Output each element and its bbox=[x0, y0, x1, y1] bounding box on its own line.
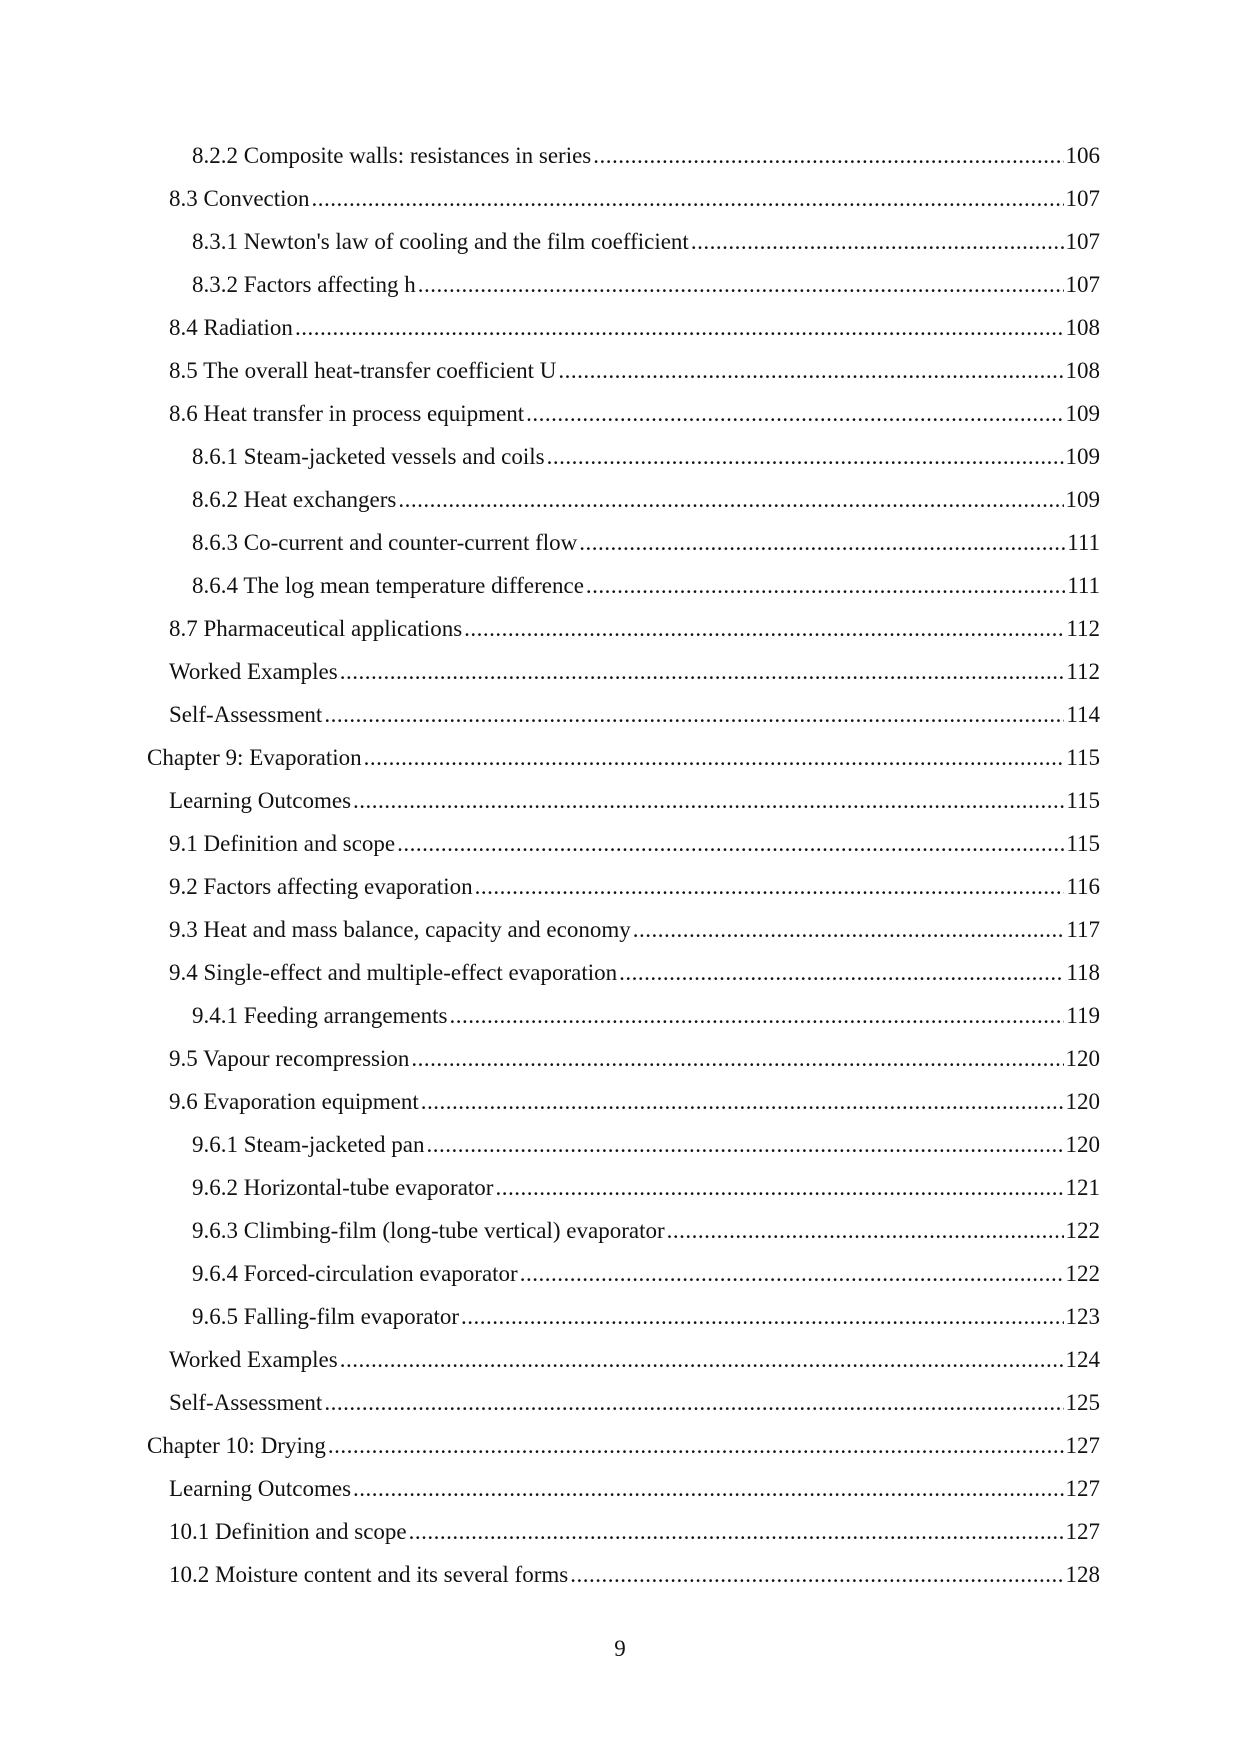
toc-dot-leader bbox=[464, 613, 1064, 645]
toc-entry-title: Worked Examples bbox=[169, 1347, 338, 1372]
toc-entry-title: 9.6.2 Horizontal-tube evaporator bbox=[192, 1175, 494, 1200]
toc-entry bbox=[169, 1559, 1100, 1591]
toc-dot-leader bbox=[328, 1430, 1064, 1462]
toc-dot-leader bbox=[520, 1258, 1064, 1290]
toc-entry-page: 117 bbox=[1066, 917, 1100, 942]
toc-entry-title: 9.6.5 Falling-film evaporator bbox=[192, 1304, 459, 1329]
toc-dot-leader bbox=[340, 656, 1065, 688]
toc-entry-title: 8.6.3 Co-current and counter-current flow bbox=[192, 530, 578, 555]
toc-dot-leader bbox=[312, 183, 1064, 215]
toc-entry-title: Learning Outcomes bbox=[169, 788, 352, 813]
toc-entry bbox=[192, 527, 1100, 559]
toc-entry bbox=[169, 871, 1100, 903]
toc-dot-leader bbox=[691, 226, 1064, 258]
toc-entry-page: 127 bbox=[1065, 1433, 1100, 1458]
toc-entry-page: 120 bbox=[1065, 1046, 1100, 1071]
toc-entry-title: 8.2.2 Composite walls: resistances in series bbox=[192, 143, 592, 168]
toc-entry-title: 9.2 Factors affecting evaporation bbox=[169, 874, 473, 899]
toc-dot-leader bbox=[526, 398, 1063, 430]
toc-entry-page: 119 bbox=[1066, 1003, 1100, 1028]
toc-dot-leader bbox=[418, 269, 1064, 301]
toc-entry-title: 10.1 Definition and scope bbox=[169, 1519, 407, 1544]
toc-entry-page: 112 bbox=[1066, 616, 1100, 641]
toc-dot-leader bbox=[475, 871, 1065, 903]
toc-entry bbox=[192, 140, 1100, 172]
toc-entry-page: 107 bbox=[1065, 272, 1100, 297]
toc-entry bbox=[192, 484, 1100, 516]
toc-entry-title: Self-Assessment bbox=[169, 702, 323, 727]
toc-dot-leader bbox=[353, 1473, 1063, 1505]
toc-entry-title: Learning Outcomes bbox=[169, 1476, 352, 1501]
toc-entry-page: 128 bbox=[1065, 1562, 1100, 1587]
toc-entry bbox=[169, 828, 1100, 860]
toc-entry-page: 107 bbox=[1065, 229, 1100, 254]
toc-entry-page: 121 bbox=[1065, 1175, 1100, 1200]
toc-dot-leader bbox=[364, 742, 1065, 774]
toc-entry-page: 111 bbox=[1067, 530, 1100, 555]
toc-entry-page: 106 bbox=[1065, 143, 1100, 168]
toc-entry-title: Self-Assessment bbox=[169, 1390, 323, 1415]
toc-entry-title: 9.6.3 Climbing-film (long-tube vertical) evaporator bbox=[192, 1218, 665, 1243]
toc-entry-page: 124 bbox=[1065, 1347, 1100, 1372]
toc-dot-leader bbox=[619, 957, 1064, 989]
toc-dot-leader bbox=[411, 1043, 1063, 1075]
toc-entry-page: 115 bbox=[1066, 788, 1100, 813]
toc-entry-title: 8.4 Radiation bbox=[169, 315, 293, 340]
toc-dot-leader bbox=[461, 1301, 1064, 1333]
toc-entry-page: 115 bbox=[1066, 745, 1100, 770]
page-number: 9 bbox=[614, 1636, 626, 1661]
toc-entry bbox=[169, 398, 1100, 430]
toc-dot-leader bbox=[593, 140, 1063, 172]
toc-entry bbox=[192, 1301, 1100, 1333]
toc-dot-leader bbox=[667, 1215, 1064, 1247]
toc-entry bbox=[192, 441, 1100, 473]
toc-entry bbox=[192, 1215, 1100, 1247]
toc-entry bbox=[147, 742, 1100, 774]
toc-entry-title: 8.3.2 Factors affecting h bbox=[192, 272, 416, 297]
toc-entry-title: 8.7 Pharmaceutical applications bbox=[169, 616, 463, 641]
toc-dot-leader bbox=[633, 914, 1065, 946]
toc-dot-leader bbox=[340, 1344, 1064, 1376]
toc-entry-title: 8.3 Convection bbox=[169, 186, 310, 211]
toc-entry bbox=[169, 656, 1100, 688]
toc-entry-title: 8.6.4 The log mean temperature difference bbox=[192, 573, 584, 598]
toc-entry bbox=[192, 226, 1100, 258]
toc-entry-title: 8.6.1 Steam-jacketed vessels and coils bbox=[192, 444, 545, 469]
toc-entry-title: 8.3.1 Newton's law of cooling and the film coefficient bbox=[192, 229, 689, 254]
toc-entry bbox=[169, 312, 1100, 344]
toc-entry-title: 9.3 Heat and mass balance, capacity and economy bbox=[169, 917, 631, 942]
toc-dot-leader bbox=[295, 312, 1064, 344]
toc-entry-page: 108 bbox=[1065, 358, 1100, 383]
toc-entry-page: 122 bbox=[1065, 1218, 1100, 1243]
toc-entry bbox=[192, 1258, 1100, 1290]
toc-entry-title: 9.6.4 Forced-circulation evaporator bbox=[192, 1261, 518, 1286]
toc-entry-page: 115 bbox=[1066, 831, 1100, 856]
toc-dot-leader bbox=[421, 1086, 1064, 1118]
toc-entry bbox=[169, 957, 1100, 989]
toc-entry-page: 107 bbox=[1065, 186, 1100, 211]
toc-dot-leader bbox=[426, 1129, 1063, 1161]
toc-entry bbox=[169, 1344, 1100, 1376]
toc-entry bbox=[169, 355, 1100, 387]
toc-entry-page: 109 bbox=[1065, 487, 1100, 512]
toc-dot-leader bbox=[495, 1172, 1063, 1204]
toc-entry bbox=[192, 1000, 1100, 1032]
toc-dot-leader bbox=[586, 570, 1065, 602]
toc-entry-title: 8.6.2 Heat exchangers bbox=[192, 487, 397, 512]
toc-entry bbox=[169, 785, 1100, 817]
toc-dot-leader bbox=[570, 1559, 1063, 1591]
toc-entry bbox=[169, 699, 1100, 731]
toc-entry-page: 127 bbox=[1065, 1476, 1100, 1501]
toc-entry-page: 122 bbox=[1065, 1261, 1100, 1286]
toc-entry-title: 8.5 The overall heat-transfer coefficient U bbox=[169, 358, 557, 383]
toc-entry-page: 123 bbox=[1065, 1304, 1100, 1329]
toc-entry-title: 9.4.1 Feeding arrangements bbox=[192, 1003, 448, 1028]
toc-entry-page: 111 bbox=[1067, 573, 1100, 598]
toc-entry-page: 120 bbox=[1065, 1089, 1100, 1114]
toc-dot-leader bbox=[579, 527, 1065, 559]
toc-entry bbox=[169, 613, 1100, 645]
toc-entry bbox=[192, 269, 1100, 301]
toc-dot-leader bbox=[547, 441, 1064, 473]
toc-entry-title: Chapter 9: Evaporation bbox=[147, 745, 362, 770]
toc-entry-page: 108 bbox=[1065, 315, 1100, 340]
toc-entry-title: 9.6.1 Steam-jacketed pan bbox=[192, 1132, 425, 1157]
toc-entry-title: 9.5 Vapour recompression bbox=[169, 1046, 410, 1071]
toc-entry bbox=[192, 1129, 1100, 1161]
toc-entry-title: 10.2 Moisture content and its several forms bbox=[169, 1562, 569, 1587]
toc-entry-title: 9.4 Single-effect and multiple-effect evaporation bbox=[169, 960, 618, 985]
toc-entry-page: 112 bbox=[1066, 659, 1100, 684]
toc-entry-page: 118 bbox=[1066, 960, 1100, 985]
toc-dot-leader bbox=[397, 828, 1064, 860]
toc-dot-leader bbox=[398, 484, 1063, 516]
toc-entry-title: Worked Examples bbox=[169, 659, 338, 684]
toc-dot-leader bbox=[449, 1000, 1064, 1032]
toc-entry bbox=[169, 1387, 1100, 1419]
toc-entry-page: 116 bbox=[1066, 874, 1100, 899]
toc-entry bbox=[169, 914, 1100, 946]
toc-entry bbox=[192, 1172, 1100, 1204]
toc-entry-title: 9.1 Definition and scope bbox=[169, 831, 396, 856]
toc-entry-page: 127 bbox=[1065, 1519, 1100, 1544]
toc-dot-leader bbox=[324, 699, 1064, 731]
toc-entry bbox=[169, 1473, 1100, 1505]
toc-entry bbox=[169, 1043, 1100, 1075]
toc-entry-title: 9.6 Evaporation equipment bbox=[169, 1089, 419, 1114]
toc-dot-leader bbox=[558, 355, 1063, 387]
toc-entry-page: 109 bbox=[1065, 444, 1100, 469]
toc-entry-page: 109 bbox=[1065, 401, 1100, 426]
toc-entry-page: 120 bbox=[1065, 1132, 1100, 1157]
toc-entry-title: 8.6 Heat transfer in process equipment bbox=[169, 401, 525, 426]
toc-entry bbox=[169, 1086, 1100, 1118]
toc-entry bbox=[169, 183, 1100, 215]
toc-dot-leader bbox=[324, 1387, 1063, 1419]
toc-entry bbox=[169, 1516, 1100, 1548]
toc-dot-leader bbox=[353, 785, 1064, 817]
toc-entry bbox=[192, 570, 1100, 602]
toc-entry-page: 125 bbox=[1065, 1390, 1100, 1415]
toc-entry-title: Chapter 10: Drying bbox=[147, 1433, 326, 1458]
toc-entry bbox=[147, 1430, 1100, 1462]
toc-entry-page: 114 bbox=[1066, 702, 1100, 727]
toc-dot-leader bbox=[409, 1516, 1064, 1548]
